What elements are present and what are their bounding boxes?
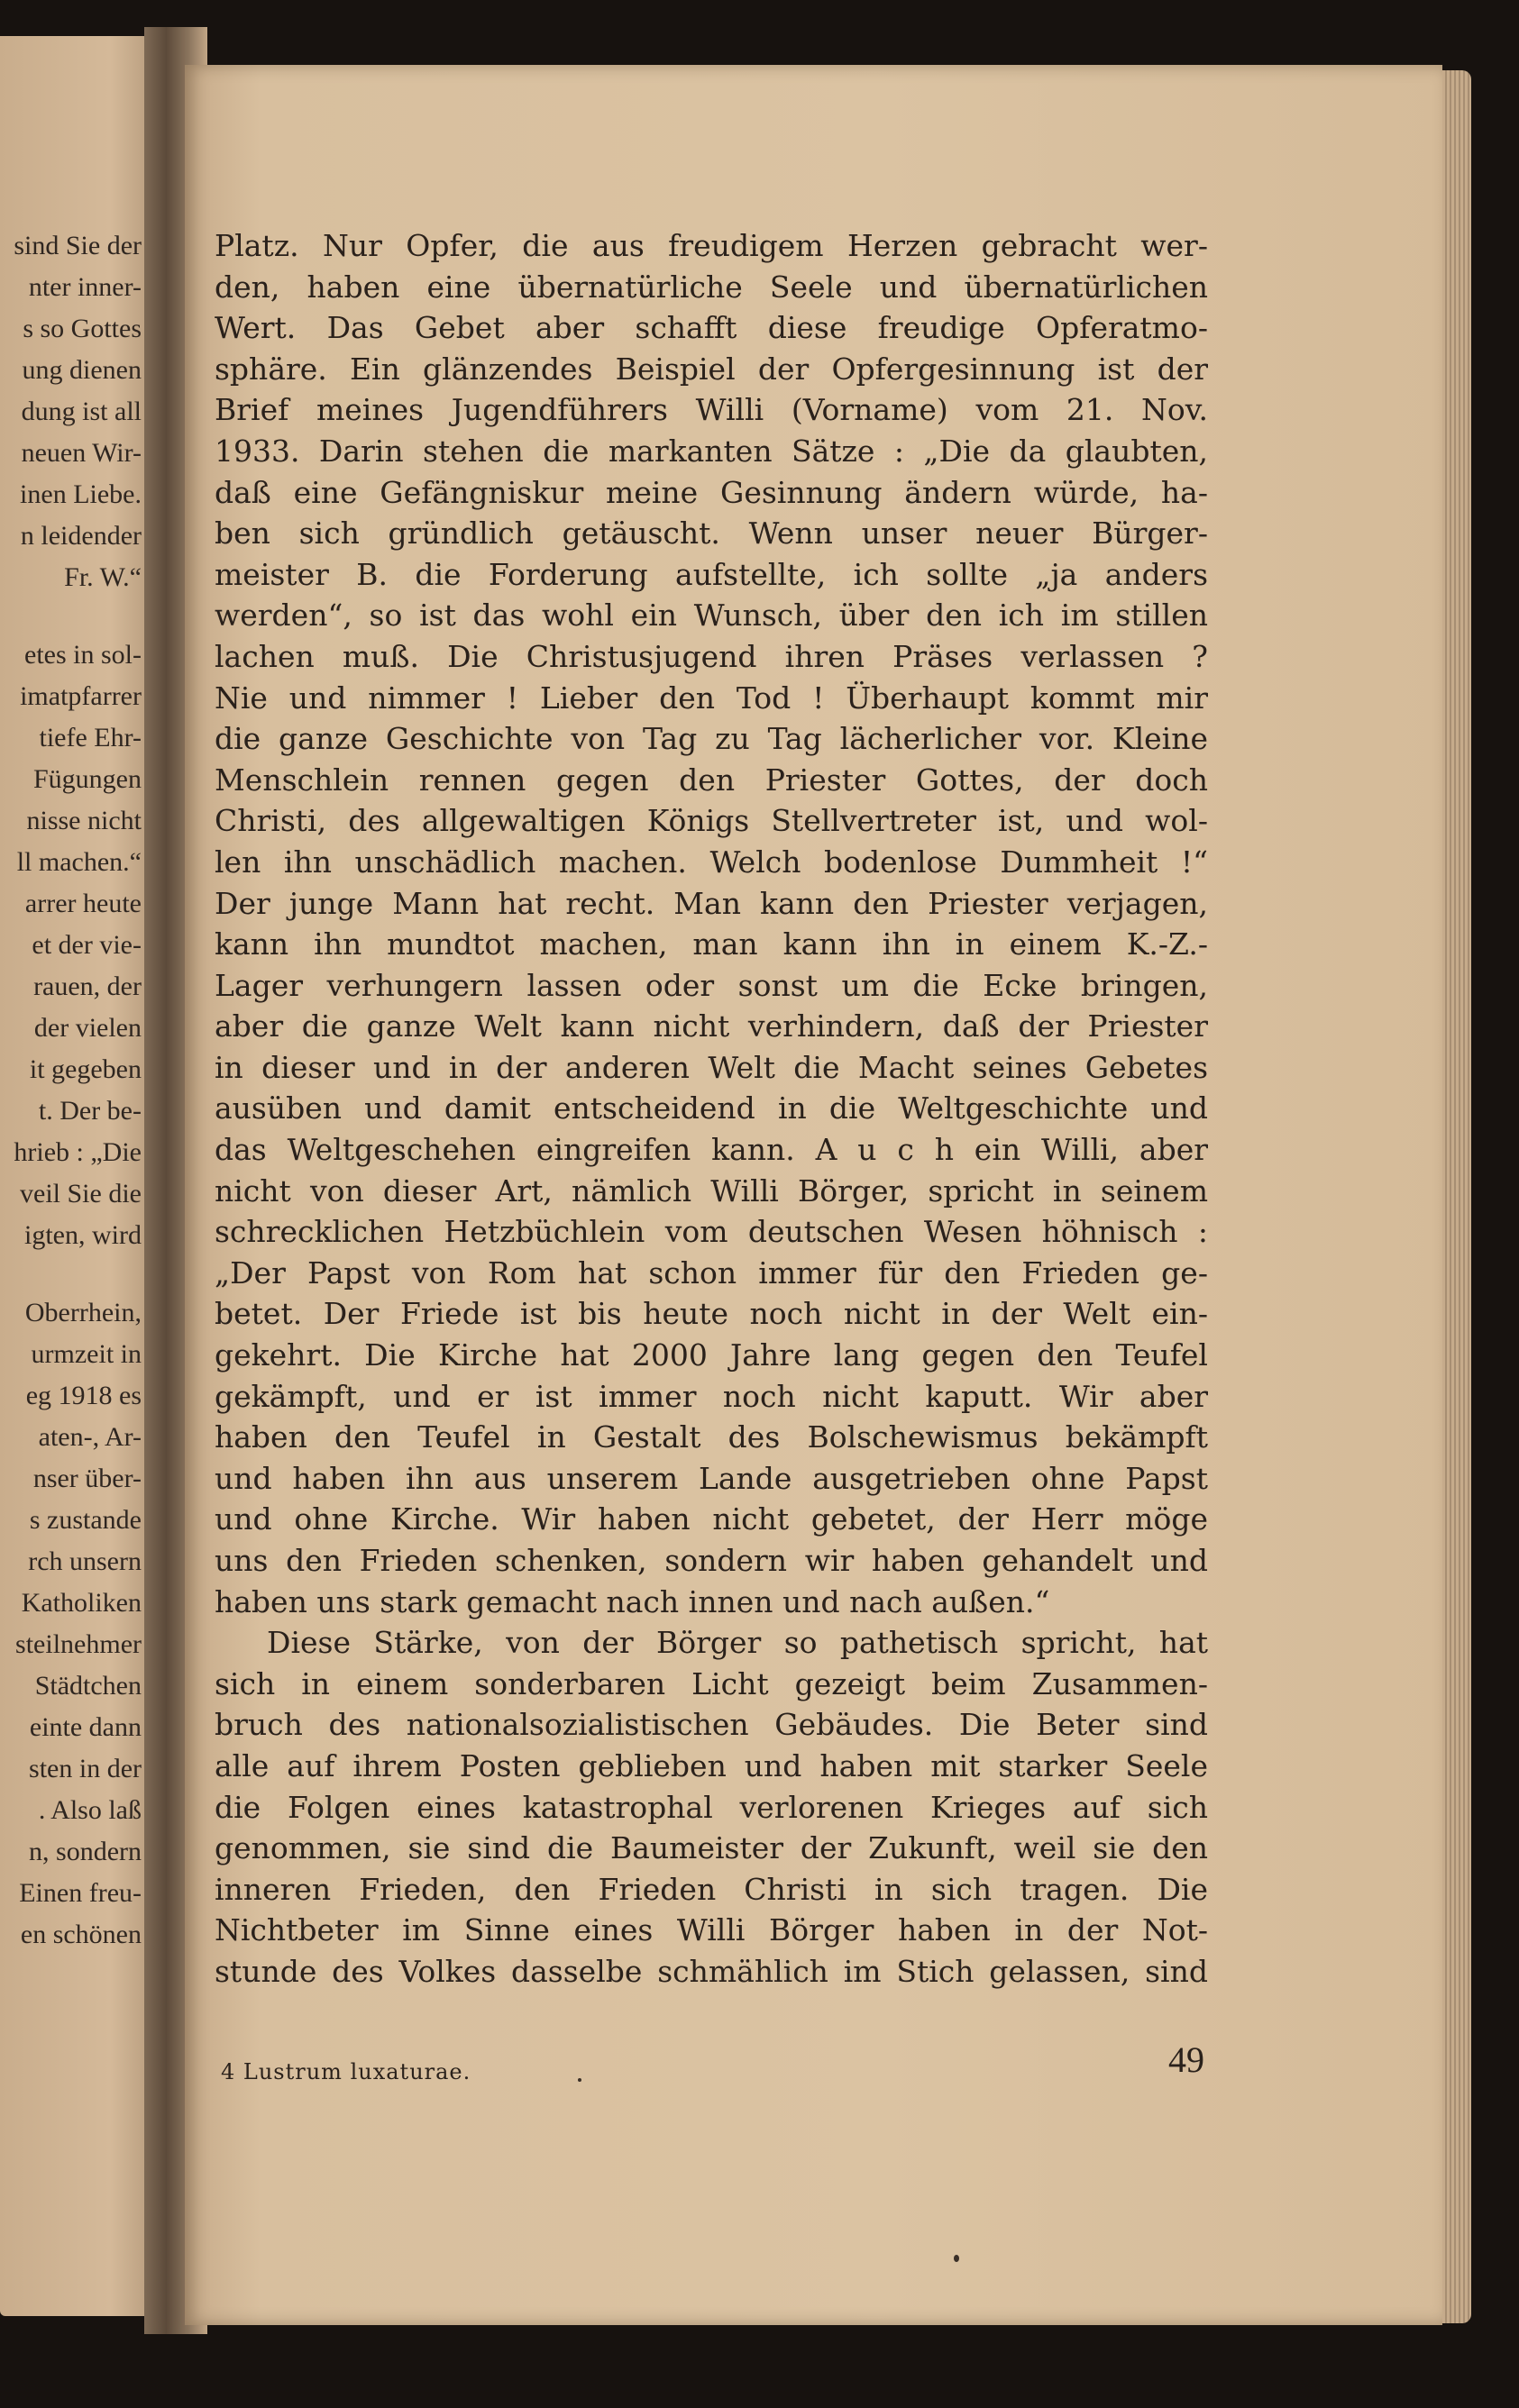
text-line: und haben ihn aus unserem Lande ausgetrieben ohne Papst (215, 1460, 1208, 1496)
facing-text-line: s zustande (29, 1505, 142, 1535)
text-line: gekämpft, und er ist immer noch nicht kaputt. Wir aber (215, 1378, 1208, 1414)
text-line: Menschlein rennen gegen den Priester Gottes, der doch (215, 762, 1208, 798)
facing-text-line: Fügungen (33, 764, 142, 794)
facing-text-line: Städtchen (34, 1671, 142, 1701)
body-text (215, 225, 1208, 1993)
text-line: Diese Stärke, von der Börger so pathetisch spricht, hat (267, 1625, 1208, 1661)
text-line: betet. Der Friede ist bis heute noch nicht in der Welt ein- (215, 1296, 1208, 1332)
text-line: Nie und nimmer ! Lieber den Tod ! Überhaupt kommt mir (215, 680, 1208, 716)
facing-text-line: n, sondern (29, 1837, 142, 1866)
text-line: Der junge Mann hat recht. Man kann den Priester verjagen, (215, 885, 1208, 921)
facing-text-line: sind Sie der (14, 231, 142, 260)
facing-text-line: nisse nicht (26, 806, 142, 835)
text-line: das Weltgeschehen eingreifen kann. A u c h ein Willi, aber (215, 1132, 1208, 1168)
text-line: ausüben und damit entscheidend in die Weltgeschichte und (215, 1090, 1208, 1126)
text-line: 1933. Darin stehen die markanten Sätze : „Die da glaubten, (215, 433, 1208, 469)
text-line: inneren Frieden, den Frieden Christi in sich tragen. Die (215, 1871, 1208, 1907)
printer-signature: 4 Lustrum luxaturae. (221, 2059, 471, 2084)
facing-text-line: ll machen.“ (16, 847, 142, 877)
facing-text-line: steilnehmer (15, 1629, 142, 1659)
facing-text-line: igten, wird (24, 1220, 142, 1250)
facing-text-line: n leidender (20, 521, 142, 551)
facing-text-line: it gegeben (29, 1054, 142, 1084)
facing-text-line: einte dann (29, 1712, 142, 1742)
text-line: sphäre. Ein glänzendes Beispiel der Opfergesinnung ist der (215, 351, 1208, 387)
facing-text-line: inen Liebe. (20, 479, 142, 509)
text-line: werden“, so ist das wohl ein Wunsch, über den ich im stillen (215, 597, 1208, 634)
facing-text-line: urmzeit in (31, 1339, 142, 1369)
text-line: die ganze Geschichte von Tag zu Tag lächerlicher vor. Kleine (215, 721, 1208, 757)
text-line: nicht von dieser Art, nämlich Willi Börger, spricht in seinem (215, 1172, 1208, 1209)
facing-text-line: s so Gottes (23, 314, 142, 343)
text-line: stunde des Volkes dasselbe schmählich im Stich gelassen, sind (215, 1953, 1208, 1989)
facing-text-line: rauen, der (33, 971, 142, 1001)
facing-text-line: et der vie- (32, 930, 142, 960)
text-line: Platz. Nur Opfer, die aus freudigem Herzen gebracht wer- (215, 228, 1208, 263)
facing-text-line: tiefe Ehr- (39, 723, 142, 752)
facing-text-line: hrieb : „Die (14, 1137, 142, 1167)
text-line: den, haben eine übernatürliche Seele und übernatürlichen (215, 269, 1208, 305)
text-line: in dieser und in der anderen Welt die Macht seines Gebetes (215, 1049, 1208, 1085)
text-line: und ohne Kirche. Wir haben nicht gebetet, der Herr möge (215, 1501, 1208, 1537)
text-line: len ihn unschädlich machen. Welch bodenlose Dummheit !“ (215, 844, 1208, 880)
text-line: genommen, sie sind die Baumeister der Zukunft, weil sie den (215, 1830, 1208, 1866)
facing-text-line: dung ist all (21, 397, 142, 426)
text-line: Nichtbeter im Sinne eines Willi Börger haben in der Not- (215, 1912, 1208, 1948)
text-line: „Der Papst von Rom hat schon immer für den Frieden ge- (215, 1254, 1208, 1291)
facing-text-line: t. Der be- (38, 1096, 142, 1126)
text-line: daß eine Gefängniskur meine Gesinnung ändern würde, ha- (215, 474, 1208, 510)
facing-text-line: Einen freu- (19, 1878, 142, 1908)
facing-text-line: eg 1918 es (25, 1381, 142, 1410)
paper-speck (578, 2078, 581, 2082)
facing-text-line: etes in sol- (24, 640, 142, 670)
text-line: lachen muß. Die Christusjugend ihren Präses verlassen ? (215, 638, 1208, 674)
facing-text-line: ung dienen (22, 355, 142, 385)
text-line: gekehrt. Die Kirche hat 2000 Jahre lang gegen den Teufel (215, 1337, 1208, 1373)
text-line: bruch des nationalsozialistischen Gebäudes. Die Beter sind (215, 1707, 1208, 1743)
text-line: kann ihn mundtot machen, man kann ihn in einem K.-Z.- (215, 926, 1208, 962)
facing-text-line (14, 598, 142, 634)
facing-text-line: en schönen (20, 1920, 142, 1949)
text-line: Lager verhungern lassen oder sonst um die Ecke bringen, (215, 967, 1208, 1003)
text-line: Brief meines Jugendführers Willi (Vorname) vom 21. Nov. (215, 392, 1208, 428)
text-line: meister B. die Forderung aufstellte, ich sollte „ja anders (215, 556, 1208, 592)
facing-text-line (14, 1256, 142, 1292)
facing-text-line: . Also laß (38, 1795, 142, 1825)
facing-text-line: nter inner- (28, 272, 142, 302)
text-line: schrecklichen Hetzbüchlein vom deutschen Wesen höhnisch : (215, 1214, 1208, 1250)
facing-text-line: Fr. W.“ (64, 562, 142, 592)
facing-page-text (14, 225, 142, 1956)
text-line: aber die ganze Welt kann nicht verhindern, daß der Priester (215, 1008, 1208, 1044)
text-line: die Folgen eines katastrophal verlorenen Krieges auf sich (215, 1789, 1208, 1825)
facing-text-line: Katholiken (21, 1588, 142, 1618)
text-line: ben sich gründlich getäuscht. Wenn unser neuer Bürger- (215, 515, 1208, 552)
text-line: haben den Teufel in Gestalt des Bolschewismus bekämpft (215, 1419, 1208, 1455)
text-line: sich in einem sonderbaren Licht gezeigt beim Zusammen- (215, 1665, 1208, 1701)
text-line: alle auf ihrem Posten geblieben und haben mit starker Seele (215, 1747, 1208, 1783)
facing-text-line: der vielen (33, 1013, 142, 1043)
text-line: uns den Frieden schenken, sondern wir haben gehandelt und (215, 1543, 1208, 1578)
facing-text-line: sten in der (29, 1754, 142, 1783)
facing-text-line: aten-, Ar- (38, 1422, 142, 1452)
facing-text-line: nser über- (32, 1464, 142, 1493)
page-number: 49 (1168, 2039, 1204, 2080)
paper-speck (954, 2255, 959, 2262)
facing-text-line: arrer heute (24, 889, 142, 918)
facing-text-line: veil Sie die (20, 1179, 142, 1209)
facing-text-line: Oberrhein, (24, 1298, 142, 1327)
facing-page-left (0, 36, 158, 2316)
facing-text-line: rch unsern (28, 1546, 142, 1576)
text-line: Wert. Das Gebet aber schafft diese freudige Opferatmo- (215, 310, 1208, 346)
text-line: haben uns stark gemacht nach innen und nach außen.“ (215, 1583, 1050, 1619)
facing-text-line: imatpfarrer (20, 681, 142, 711)
text-line: Christi, des allgewaltigen Königs Stellvertreter ist, und wol- (215, 803, 1208, 839)
facing-text-line: neuen Wir- (21, 438, 142, 468)
